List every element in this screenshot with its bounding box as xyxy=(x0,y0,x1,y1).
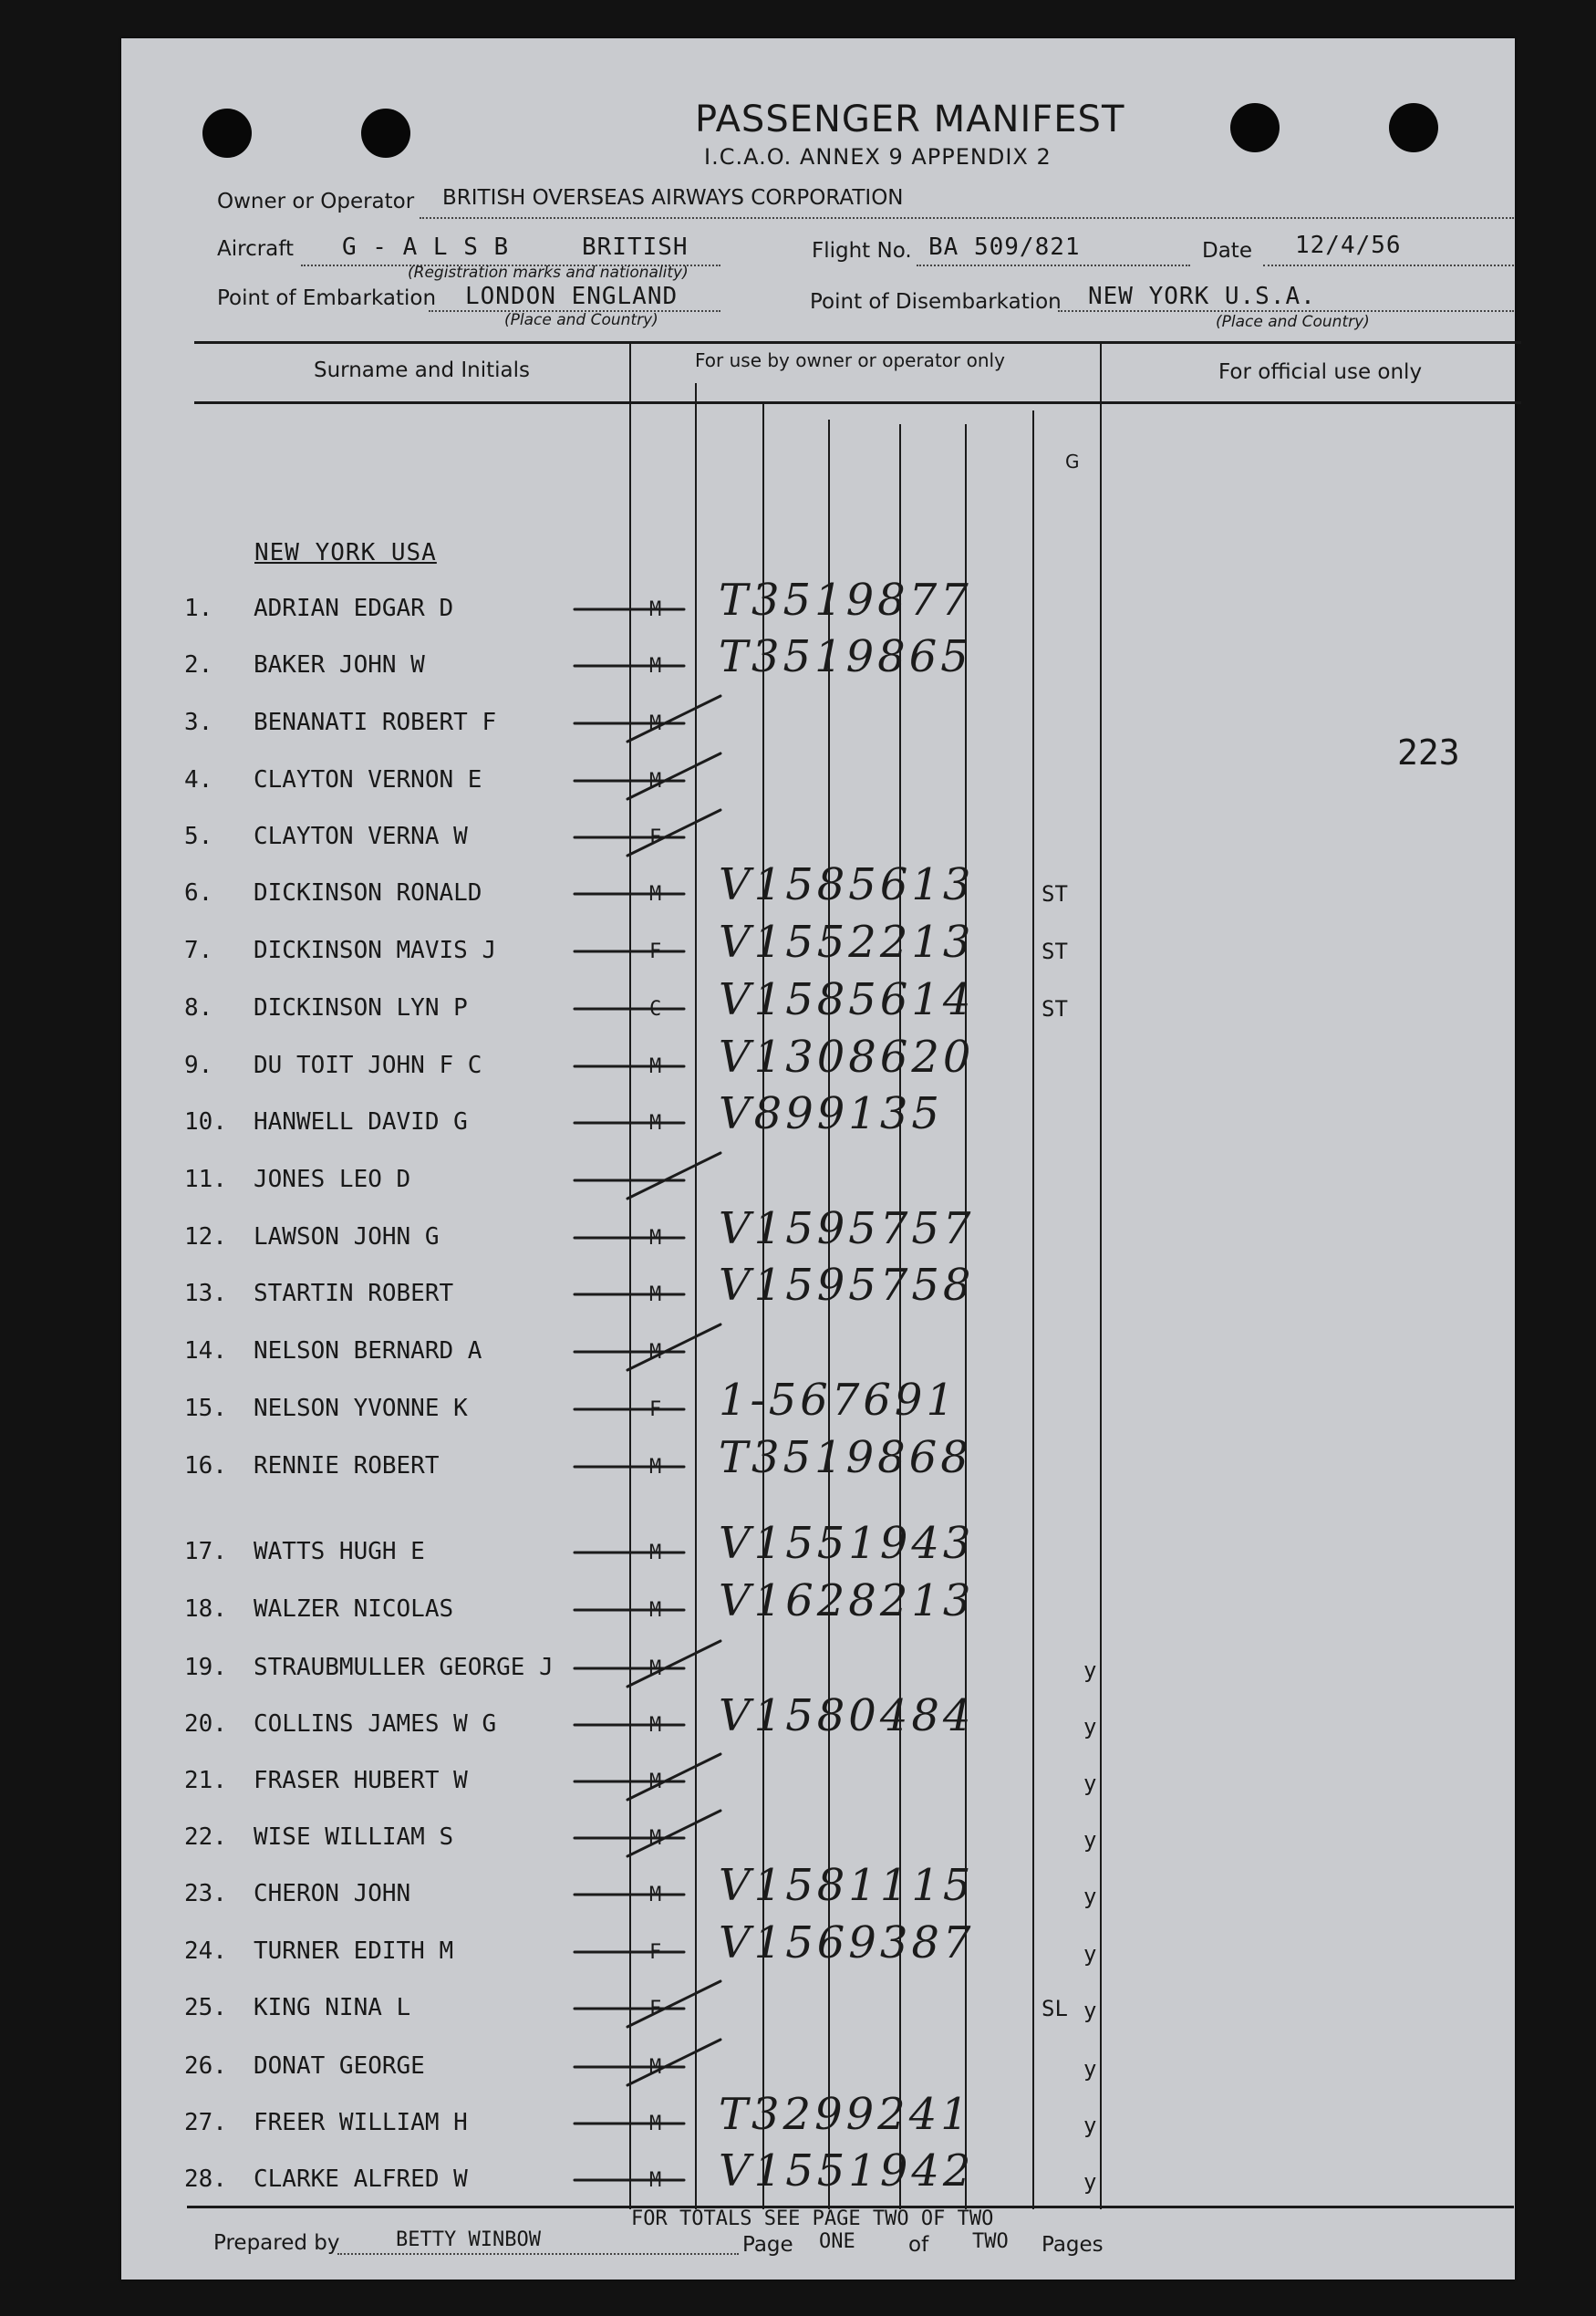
passenger-name: CLAYTON VERNON E xyxy=(254,766,482,794)
passenger-sex: F xyxy=(649,826,662,849)
passenger-sex: M xyxy=(649,1714,662,1737)
disembark-value: NEW YORK U.S.A. xyxy=(1088,283,1316,310)
passenger-name: COLLINS JAMES W G xyxy=(254,1710,497,1738)
passenger-number: 17. xyxy=(184,1538,227,1565)
passenger-name: FREER WILLIAM H xyxy=(254,2109,468,2136)
passenger-ticket: T3519868 xyxy=(719,1432,972,1483)
passenger-flag: y xyxy=(1083,2113,1097,2138)
passenger-ticket: V899135 xyxy=(719,1088,943,1139)
handwritten-check xyxy=(627,1811,720,1856)
handwritten-check xyxy=(627,1153,720,1199)
column-header-g: G xyxy=(1065,451,1080,473)
passenger-name: STARTIN ROBERT xyxy=(254,1280,454,1307)
column-header-official: For official use only xyxy=(1218,360,1423,384)
passenger-sex: M xyxy=(649,1283,662,1306)
passenger-sex: M xyxy=(649,2113,662,2135)
passenger-name: DICKINSON MAVIS J xyxy=(254,937,497,964)
handwritten-check xyxy=(627,810,720,856)
passenger-code: SL xyxy=(1042,1996,1068,2021)
disembark-label: Point of Disembarkation xyxy=(810,290,1062,314)
of-label: of xyxy=(908,2233,929,2257)
passenger-number: 13. xyxy=(184,1280,227,1307)
passenger-flag: y xyxy=(1083,1657,1097,1683)
passenger-flag: y xyxy=(1083,1884,1097,1909)
aircraft-nationality: BRITISH xyxy=(582,234,689,261)
handwritten-check xyxy=(627,696,720,742)
passenger-code: ST xyxy=(1042,996,1068,1022)
passenger-ticket: T3299241 xyxy=(719,2089,972,2140)
passenger-name: LAWSON JOHN G xyxy=(254,1223,440,1251)
passenger-ticket: V1580484 xyxy=(719,1690,975,1741)
passenger-sex: M xyxy=(649,1112,662,1135)
aircraft-label: Aircraft xyxy=(217,237,294,261)
passenger-number: 1. xyxy=(184,595,213,622)
passenger-ticket: V1595758 xyxy=(719,1260,975,1311)
passenger-number: 11. xyxy=(184,1166,227,1193)
passenger-flag: y xyxy=(1083,2169,1097,2195)
passenger-ticket: V1595757 xyxy=(719,1203,975,1254)
passenger-name: TURNER EDITH M xyxy=(254,1937,454,1965)
registration-note: (Registration marks and nationality) xyxy=(408,264,689,282)
passenger-number: 27. xyxy=(184,2109,227,2136)
passenger-name: JONES LEO D xyxy=(254,1166,411,1193)
flight-value: BA 509/821 xyxy=(928,234,1081,261)
handwritten-check xyxy=(627,1641,720,1687)
passenger-name: DICKINSON RONALD xyxy=(254,879,482,907)
passenger-name: KING NINA L xyxy=(254,1994,411,2021)
passenger-sex: M xyxy=(649,1341,662,1364)
passenger-number: 15. xyxy=(184,1395,227,1422)
passenger-number: 24. xyxy=(184,1937,227,1965)
destination-heading: NEW YORK USA xyxy=(254,539,437,566)
passenger-number: 8. xyxy=(184,994,213,1022)
disembark-note: (Place and Country) xyxy=(1216,313,1370,331)
column-header-operator: For use by owner or operator only xyxy=(695,349,1005,371)
passenger-ticket: V1551942 xyxy=(719,2145,975,2197)
passenger-ticket: V1585614 xyxy=(719,974,975,1025)
passenger-sex: M xyxy=(649,655,662,678)
column-header-surname: Surname and Initials xyxy=(314,358,530,382)
date-value: 12/4/56 xyxy=(1295,232,1402,259)
official-number: 223 xyxy=(1397,732,1460,773)
passenger-number: 7. xyxy=(184,937,213,964)
passenger-number: 20. xyxy=(184,1710,227,1738)
passenger-number: 16. xyxy=(184,1452,227,1480)
page-title: PASSENGER MANIFEST xyxy=(695,99,1125,140)
passenger-ticket: V1585613 xyxy=(719,859,975,910)
passenger-sex: M xyxy=(649,2056,662,2079)
of-value: TWO xyxy=(972,2230,1009,2253)
passenger-number: 18. xyxy=(184,1595,227,1623)
passenger-number: 4. xyxy=(184,766,213,794)
passenger-name: CLARKE ALFRED W xyxy=(254,2165,468,2193)
date-label: Date xyxy=(1202,239,1252,263)
passenger-name: DONAT GEORGE xyxy=(254,2052,425,2080)
page-label: Page xyxy=(742,2233,793,2257)
passenger-name: BENANATI ROBERT F xyxy=(254,709,497,736)
passenger-number: 26. xyxy=(184,2052,227,2080)
passenger-sex: C xyxy=(649,998,662,1021)
passenger-name: NELSON YVONNE K xyxy=(254,1395,468,1422)
embark-note: (Place and Country) xyxy=(504,311,658,329)
passenger-number: 3. xyxy=(184,709,213,736)
passenger-code: ST xyxy=(1042,939,1068,964)
passenger-sex: M xyxy=(649,712,662,735)
passenger-number: 21. xyxy=(184,1767,227,1794)
embark-label: Point of Embarkation xyxy=(217,286,437,310)
passenger-ticket: V1628213 xyxy=(719,1575,975,1626)
passenger-flag: y xyxy=(1083,1998,1097,2023)
handwritten-check xyxy=(627,1324,720,1370)
passenger-sex: M xyxy=(649,883,662,906)
passenger-ticket: T3519865 xyxy=(719,631,972,682)
passenger-name: WALZER NICOLAS xyxy=(254,1595,454,1623)
page-subtitle: I.C.A.O. ANNEX 9 APPENDIX 2 xyxy=(704,144,1052,170)
passenger-number: 9. xyxy=(184,1052,213,1079)
passenger-number: 22. xyxy=(184,1823,227,1851)
passenger-ticket: V1581115 xyxy=(719,1860,975,1911)
handwritten-check xyxy=(627,2040,720,2085)
passenger-sex: M xyxy=(649,1599,662,1622)
passenger-ticket: 1-567691 xyxy=(719,1375,958,1426)
prepared-value: BETTY WINBOW xyxy=(396,2228,541,2251)
passenger-number: 10. xyxy=(184,1108,227,1136)
passenger-number: 12. xyxy=(184,1223,227,1251)
passenger-number: 23. xyxy=(184,1880,227,1907)
passenger-sex: F xyxy=(649,1941,662,1964)
passenger-sex: M xyxy=(649,598,662,621)
passenger-sex: M xyxy=(649,1884,662,1906)
passenger-name: STRAUBMULLER GEORGE J xyxy=(254,1654,554,1681)
aircraft-registration: G - A L S B xyxy=(342,234,510,261)
passenger-ticket: V1551943 xyxy=(719,1518,975,1569)
passenger-name: BAKER JOHN W xyxy=(254,651,425,679)
handwritten-check xyxy=(627,753,720,799)
passenger-name: DU TOIT JOHN F C xyxy=(254,1052,482,1079)
passenger-code: ST xyxy=(1042,881,1068,907)
passenger-number: 19. xyxy=(184,1654,227,1681)
passenger-name: NELSON BERNARD A xyxy=(254,1337,482,1365)
passenger-flag: y xyxy=(1083,1941,1097,1967)
passenger-sex: M xyxy=(649,1456,662,1479)
passenger-number: 2. xyxy=(184,651,213,679)
passenger-ticket: V1552213 xyxy=(719,917,975,968)
passenger-number: 5. xyxy=(184,823,213,850)
flight-label: Flight No. xyxy=(812,239,912,263)
passenger-name: RENNIE ROBERT xyxy=(254,1452,440,1480)
passenger-sex: F xyxy=(649,1998,662,2020)
owner-label: Owner or Operator xyxy=(217,190,415,213)
prepared-dotted-line xyxy=(337,2253,739,2255)
passenger-sex: M xyxy=(649,1055,662,1078)
passenger-sex: M xyxy=(649,1771,662,1793)
passenger-flag: y xyxy=(1083,1827,1097,1853)
passenger-name: CHERON JOHN xyxy=(254,1880,411,1907)
passenger-ticket: T3519877 xyxy=(719,575,972,626)
passenger-number: 25. xyxy=(184,1994,227,2021)
passenger-name: WISE WILLIAM S xyxy=(254,1823,454,1851)
handwritten-check xyxy=(627,1754,720,1800)
owner-value: BRITISH OVERSEAS AIRWAYS CORPORATION xyxy=(442,186,904,210)
passenger-flag: y xyxy=(1083,1771,1097,1796)
passenger-number: 14. xyxy=(184,1337,227,1365)
totals-note: FOR TOTALS SEE PAGE TWO OF TWO xyxy=(631,2207,994,2230)
passenger-flag: y xyxy=(1083,2056,1097,2082)
passenger-sex: M xyxy=(649,1227,662,1250)
passenger-sex: M xyxy=(649,2169,662,2192)
passenger-sex: M xyxy=(649,1542,662,1564)
handwritten-check xyxy=(627,1981,720,2027)
passenger-name: DICKINSON LYN P xyxy=(254,994,468,1022)
pages-label: Pages xyxy=(1042,2233,1104,2257)
passenger-name: HANWELL DAVID G xyxy=(254,1108,468,1136)
passenger-sex: F xyxy=(649,1398,662,1421)
passenger-sex: F xyxy=(649,940,662,963)
embark-value: LONDON ENGLAND xyxy=(465,283,679,310)
passenger-ticket: V1569387 xyxy=(719,1917,975,1968)
passenger-name: ADRIAN EDGAR D xyxy=(254,595,454,622)
page-value: ONE xyxy=(819,2230,855,2253)
passenger-ticket: V1308620 xyxy=(719,1032,975,1083)
passenger-name: CLAYTON VERNA W xyxy=(254,823,468,850)
passenger-name: WATTS HUGH E xyxy=(254,1538,425,1565)
passenger-number: 28. xyxy=(184,2165,227,2193)
passenger-number: 6. xyxy=(184,879,213,907)
passenger-flag: y xyxy=(1083,1714,1097,1740)
passenger-name: FRASER HUBERT W xyxy=(254,1767,468,1794)
passenger-sex: M xyxy=(649,770,662,793)
passenger-sex: M xyxy=(649,1657,662,1680)
passenger-sex: M xyxy=(649,1827,662,1850)
prepared-label: Prepared by xyxy=(213,2231,340,2255)
